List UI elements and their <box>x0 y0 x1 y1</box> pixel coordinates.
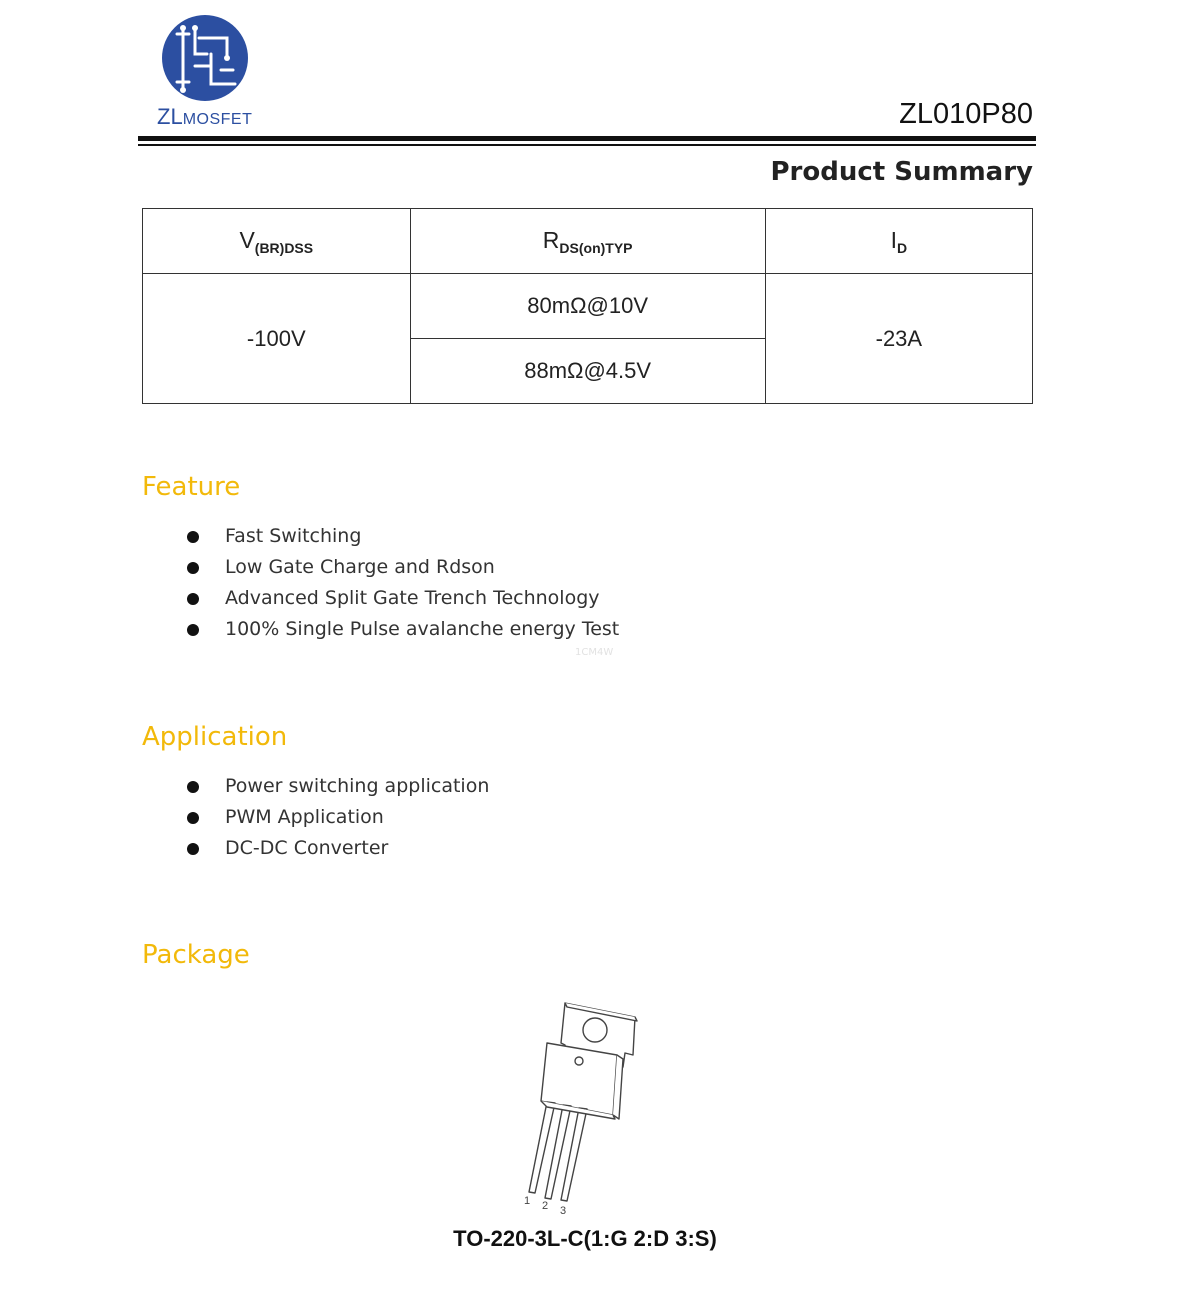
rdson-subscript: DS(on)TYP <box>559 239 633 256</box>
application-item-text: DC-DC Converter <box>225 837 389 859</box>
header-rdson <box>410 209 765 274</box>
product-summary-title: Product Summary <box>770 157 1033 187</box>
table-row <box>143 274 1033 339</box>
pin-2-label: 2 <box>542 1200 549 1212</box>
header-vbrdss <box>143 209 411 274</box>
vbrdss-symbol: V <box>239 226 255 253</box>
cell-id-value: -23A <box>765 274 1032 404</box>
application-item-text: PWM Application <box>225 806 384 828</box>
id-subscript: D <box>897 239 908 256</box>
bullet-icon <box>187 781 199 793</box>
id-symbol: I <box>890 226 897 253</box>
vbrdss-subscript: (BR)DSS <box>254 239 314 256</box>
watermark: 1CM4W <box>575 647 614 658</box>
application-list <box>183 771 489 864</box>
package-caption: TO-220-3L-C(1:G 2:D 3:S) <box>453 1226 717 1251</box>
table-header-row <box>143 209 1033 274</box>
application-heading: Application <box>142 722 288 752</box>
list-item <box>183 583 619 614</box>
cell-rdson-4-5v: 88mΩ@4.5V <box>410 339 765 404</box>
list-item <box>183 521 619 552</box>
feature-item-text: Low Gate Charge and Rdson <box>225 556 495 578</box>
list-item <box>183 802 489 833</box>
cell-vbrdss-value: -100V <box>143 274 411 404</box>
bullet-icon <box>187 593 199 605</box>
bullet-icon <box>187 531 199 543</box>
part-number: ZL010P80 <box>899 98 1033 130</box>
list-item <box>183 614 619 645</box>
logo-text-zl: ZL <box>157 104 183 129</box>
product-summary-table <box>142 208 1033 404</box>
logo-text-mosfet: MOSFET <box>182 111 253 128</box>
header-id <box>765 209 1032 274</box>
bullet-icon <box>187 812 199 824</box>
bullet-icon <box>187 624 199 636</box>
pin-3-label: 3 <box>560 1205 567 1217</box>
header-rule-thin <box>138 144 1036 146</box>
feature-list <box>183 521 619 645</box>
pin-1-label: 1 <box>524 1195 531 1207</box>
company-logo <box>155 14 265 132</box>
application-item-text: Power switching application <box>225 775 490 797</box>
bullet-icon <box>187 562 199 574</box>
header-rule-thick <box>138 136 1036 141</box>
logo-emblem <box>155 14 251 104</box>
list-item <box>183 552 619 583</box>
rdson-symbol: R <box>542 226 560 253</box>
bullet-icon <box>187 843 199 855</box>
package-heading: Package <box>142 940 250 970</box>
to220-package-drawing <box>505 995 655 1220</box>
logo-wordmark <box>157 104 252 130</box>
list-item <box>183 833 489 864</box>
cell-rdson-10v: 80mΩ@10V <box>410 274 765 339</box>
feature-item-text: 100% Single Pulse avalanche energy Test <box>225 618 620 640</box>
list-item <box>183 771 489 802</box>
feature-item-text: Fast Switching <box>225 525 362 547</box>
feature-item-text: Advanced Split Gate Trench Technology <box>225 587 600 609</box>
feature-heading: Feature <box>142 472 241 502</box>
